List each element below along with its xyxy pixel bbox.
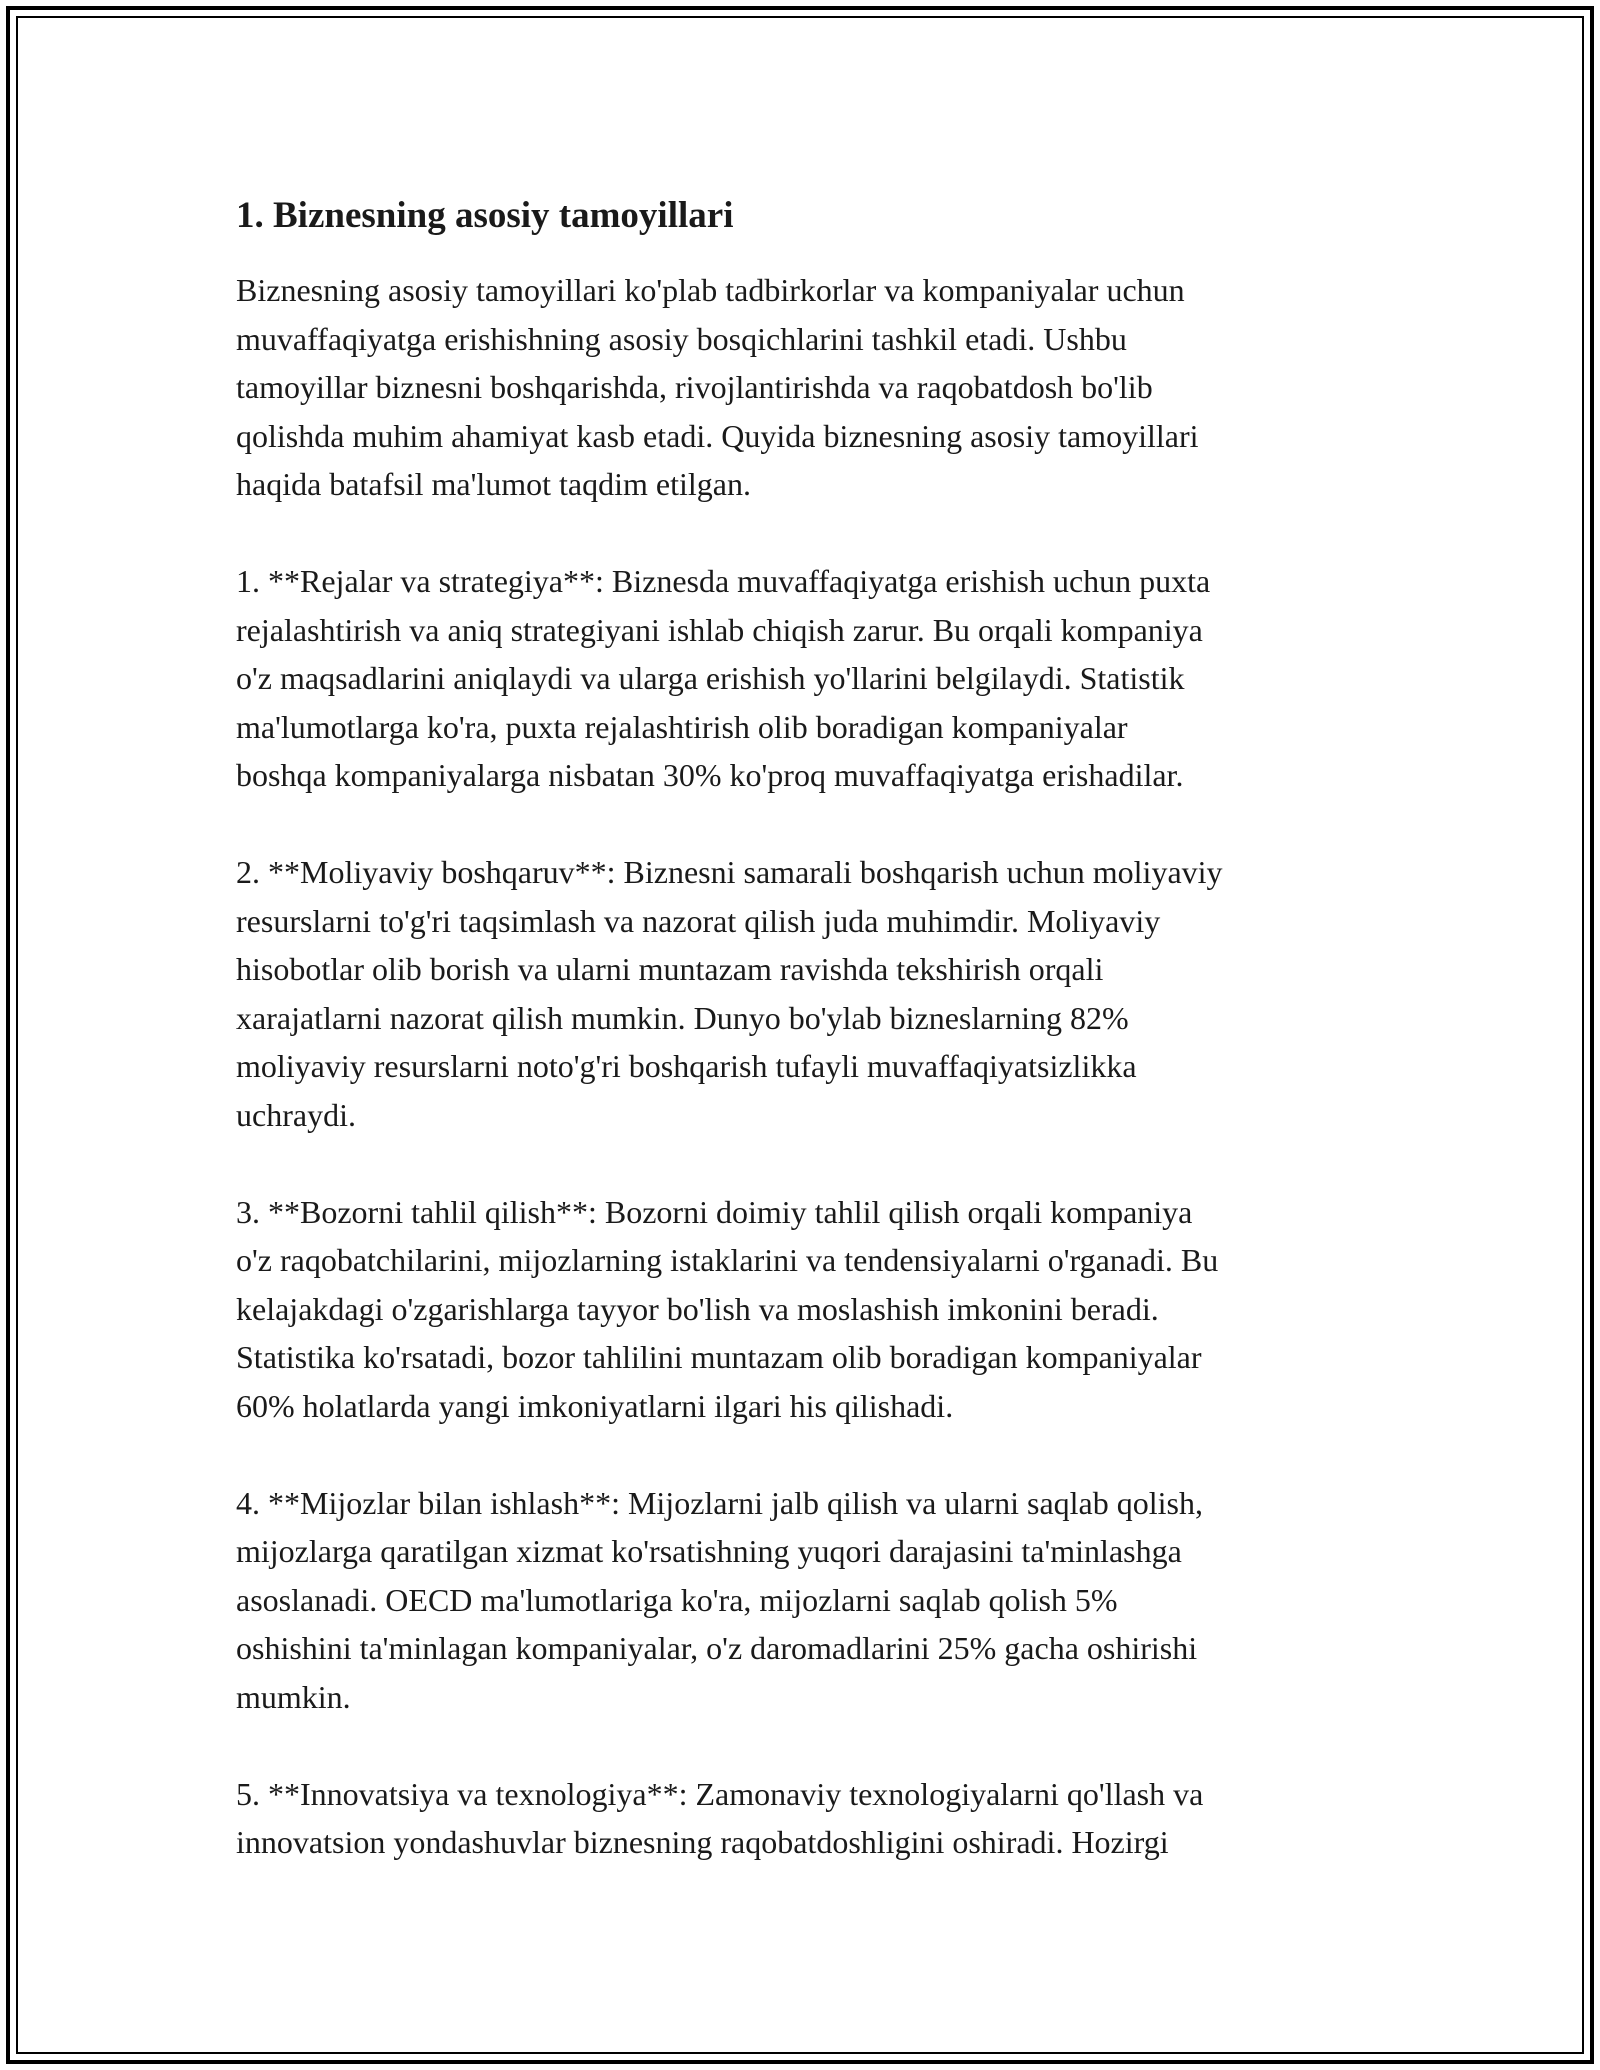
document-body: [236, 188, 1376, 1915]
paragraph: [236, 1188, 1376, 1431]
text-line: xarajatlarni nazorat qilish mumkin. Dunyo bo'ylab bizneslarning 82%: [236, 999, 1129, 1036]
text-line: tamoyillar biznesni boshqarishda, rivojlantirishda va raqobatdosh bo'lib: [236, 369, 1153, 405]
paragraph: [236, 557, 1376, 800]
paragraph-list: [236, 266, 1376, 1867]
section-heading: 1. Biznesning asosiy tamoyillari: [236, 195, 734, 236]
paragraph: [236, 266, 1376, 509]
text-line: uchraydi.: [236, 1096, 356, 1133]
text-line: 5. **Innovatsiya va texnologiya**: Zamonaviy texnologiyalarni qo'llash va: [236, 1775, 1204, 1812]
text-line: 60% holatlarda yangi imkoniyatlarni ilgari his qilishadi.: [236, 1387, 954, 1424]
text-line: 3. **Bozorni tahlil qilish**: Bozorni doimiy tahlil qilish orqali kompaniya: [236, 1193, 1193, 1230]
text-line: haqida batafsil ma'lumot taqdim etilgan.: [236, 466, 751, 502]
text-line: asoslanadi. OECD ma'lumotlariga ko'ra, mijozlarni saqlab qolish 5%: [236, 1581, 1118, 1618]
text-line: mumkin.: [236, 1678, 351, 1715]
paragraph: [236, 848, 1376, 1139]
text-line: o'z raqobatchilarini, mijozlarning istaklarini va tendensiyalarni o'rganadi. Bu: [236, 1242, 1219, 1278]
text-line: o'z maqsadlarini aniqlaydi va ularga erishish yo'llarini belgilaydi. Statistik: [236, 660, 1185, 696]
paragraph: [236, 1479, 1376, 1722]
text-line: rejalashtirish va aniq strategiyani ishlab chiqish zarur. Bu orqali kompaniya: [236, 611, 1203, 648]
text-line: 4. **Mijozlar bilan ishlash**: Mijozlarni jalb qilish va ularni saqlab qolish,: [236, 1484, 1203, 1521]
paragraph: [236, 1770, 1376, 1867]
text-line: hisobotlar olib borish va ularni muntazam ravishda tekshirish orqali: [236, 951, 1104, 987]
text-line: 1. **Rejalar va strategiya**: Biznesda muvaffaqiyatga erishish uchun puxta: [236, 563, 1211, 599]
text-line: boshqa kompaniyalarga nisbatan 30% ko'proq muvaffaqiyatga erishadilar.: [236, 757, 1184, 793]
text-line: innovatsion yondashuvlar biznesning raqobatdoshligini oshiradi. Hozirgi: [236, 1824, 1169, 1860]
text-line: resurslarni to'g'ri taqsimlash va nazorat qilish juda muhimdir. Moliyaviy: [236, 902, 1161, 939]
text-line: Statistika ko'rsatadi, bozor tahlilini muntazam olib boradigan kompaniyalar: [236, 1339, 1202, 1375]
text-line: muvaffaqiyatga erishishning asosiy bosqichlarini tashkil etadi. Ushbu: [236, 320, 1127, 357]
text-line: moliyaviy resurslarni noto'g'ri boshqarish tufayli muvaffaqiyatsizlikka: [236, 1048, 1137, 1084]
text-line: qolishda muhim ahamiyat kasb etadi. Quyida biznesning asosiy tamoyillari: [236, 417, 1199, 454]
text-line: kelajakdagi o'zgarishlarga tayyor bo'lish va moslashish imkonini beradi.: [236, 1290, 1159, 1327]
text-line: 2. **Moliyaviy boshqaruv**: Biznesni samarali boshqarish uchun moliyaviy: [236, 854, 1223, 890]
text-line: ma'lumotlarga ko'ra, puxta rejalashtirish olib boradigan kompaniyalar: [236, 708, 1128, 745]
text-line: Biznesning asosiy tamoyillari ko'plab tadbirkorlar va kompaniyalar uchun: [236, 272, 1185, 308]
text-line: mijozlarga qaratilgan xizmat ko'rsatishning yuqori darajasini ta'minlashga: [236, 1533, 1182, 1569]
text-line: oshishini ta'minlagan kompaniyalar, o'z daromadlarini 25% gacha oshirishi: [236, 1630, 1198, 1666]
